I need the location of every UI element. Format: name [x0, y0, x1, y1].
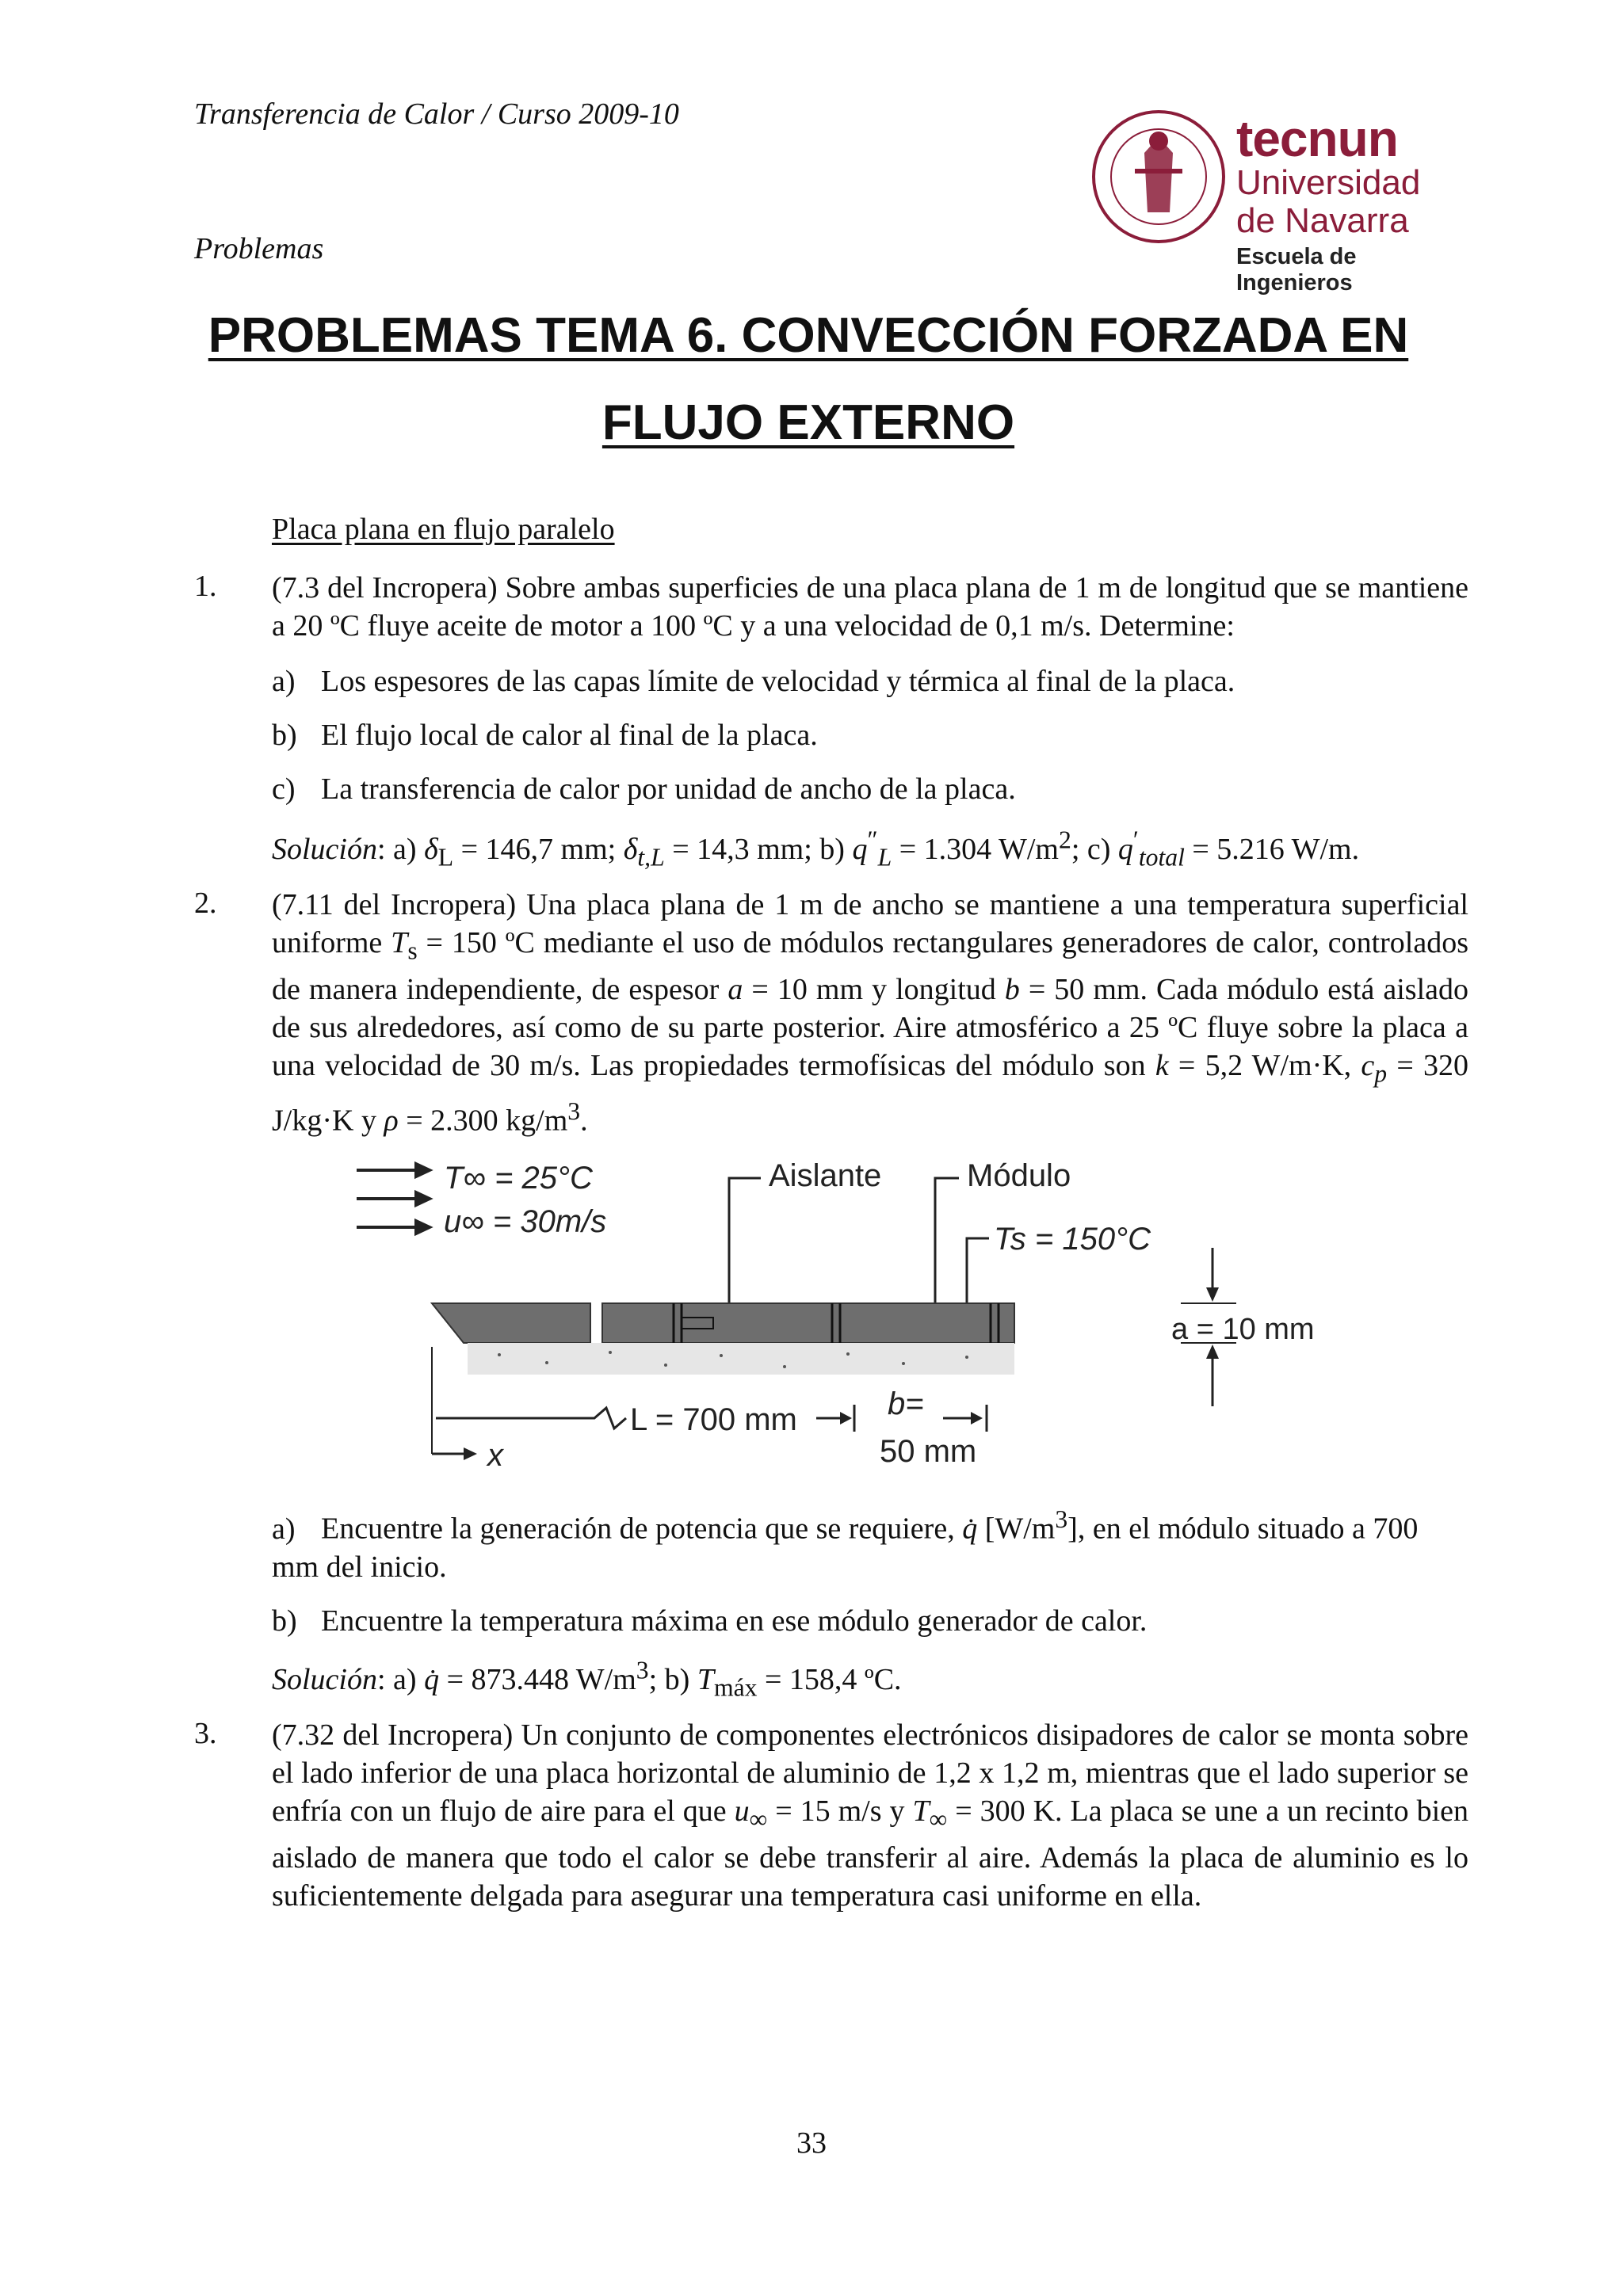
x-axis-label: x	[487, 1438, 503, 1473]
solution-text: = 873.448 W/m	[439, 1662, 636, 1696]
symbol-qdot: q̇	[962, 1512, 978, 1546]
solution-text: : a)	[376, 1662, 425, 1696]
item-label: a)	[272, 665, 296, 698]
item-text: La transferencia de calor por unidad de ancho de la placa.	[321, 772, 1016, 806]
prime-mark: ′	[1132, 826, 1139, 853]
list-item	[272, 662, 1468, 700]
symbol-q: q	[852, 832, 868, 866]
l-dimension-label: L = 700 mm	[630, 1402, 797, 1437]
list-item	[272, 1501, 1468, 1586]
problem-statement: (7.32 del Incropera) Un conjunto de componentes electrónicos disipadores de calor se monta sobre el lado inferior de una placa horizontal de aluminio de 1,2 x 1,2 m, mientras que el lado superior se enfría con un flujo de aire para el que $u_\infty = 15$ m/s y $T_\infty = 300$ K. La placa se une a un recinto bien aislado de manera que todo el calor se debe transferir al aire. Además la placa de aluminio es lo suficientemente delgada para asegurar una temperatura casi uniforme en ella.	[272, 1718, 1468, 1913]
page-number: 33	[796, 2126, 827, 2160]
list-item	[272, 1602, 1468, 1640]
item-text: Los espesores de las capas límite de velocidad y térmica al final de la placa.	[321, 665, 1235, 698]
prime-mark: ″	[867, 826, 878, 853]
logo-line2: de Navarra	[1236, 201, 1409, 240]
plate-diagram	[341, 1153, 1316, 1486]
solution-text: = 158,4 ºC.	[757, 1662, 902, 1696]
solution-text: ; b)	[648, 1662, 697, 1696]
subscript: máx	[713, 1673, 758, 1702]
item-text: Encuentre la generación de potencia que se requiere,	[321, 1512, 963, 1546]
symbol-delta: δ	[623, 832, 638, 866]
solution-line	[272, 1656, 1476, 1702]
b-value-label: 50 mm	[880, 1434, 977, 1469]
subscript: total	[1138, 843, 1185, 871]
item-text: [W/m	[977, 1512, 1056, 1546]
solution-text: = 1.304 W/m	[892, 832, 1059, 866]
aislante-label: Aislante	[769, 1158, 882, 1193]
a-dimension-label: a = 10 mm	[1171, 1313, 1315, 1346]
b-dimension-label: b=	[888, 1386, 924, 1421]
subscript: L	[877, 843, 892, 871]
solution-text: = 14,3 mm; b)	[664, 832, 853, 866]
item-label: b)	[272, 719, 297, 752]
problem-number: 2.	[194, 887, 217, 920]
solution-text: ; c)	[1071, 832, 1118, 866]
solution-line	[272, 826, 1476, 871]
problem-statement: (7.3 del Incropera) Sobre ambas superficies de una placa plana de 1 m de longitud que se mantiene a 20 ºC fluye aceite de motor a 100 ºC y a una velocidad de 0,1 m/s. Determine:	[272, 571, 1468, 643]
logo-line1: Universidad	[1236, 163, 1421, 202]
list-item	[272, 716, 1468, 754]
item-label: b)	[272, 1604, 297, 1638]
symbol-qdot: q̇	[424, 1662, 440, 1696]
subscript: L	[437, 843, 454, 871]
flow-arrows-icon	[357, 1164, 430, 1234]
superscript: 2	[1058, 826, 1071, 853]
problem-number: 1.	[194, 570, 217, 603]
section-label: Problemas	[194, 232, 324, 265]
logo-line3: Escuela de Ingenieros	[1236, 244, 1357, 296]
running-header: Transferencia de Calor / Curso 2009-10	[194, 97, 679, 131]
superscript: 3	[636, 1656, 649, 1684]
university-logo	[1087, 93, 1468, 296]
problem-number: 3.	[194, 1717, 217, 1750]
item-text: El flujo local de calor al final de la placa.	[321, 719, 818, 752]
symbol-q: q	[1117, 832, 1133, 866]
solution-label: Solución	[272, 1662, 377, 1696]
logo-brand: tecnun	[1236, 110, 1398, 167]
solution-text: = 5.216 W/m.	[1184, 832, 1360, 866]
solution-label: Solución	[272, 832, 377, 866]
item-label: a)	[272, 1512, 296, 1546]
u-inf-label: u∞ = 30m/s	[444, 1204, 607, 1239]
item-label: c)	[272, 772, 296, 806]
symbol-t: T	[697, 1662, 714, 1696]
page-title-line2: FLUJO EXTERNO	[601, 395, 1015, 450]
solution-text: = 146,7 mm;	[453, 832, 624, 866]
page-title-line1: PROBLEMAS TEMA 6. CONVECCIÓN FORZADA EN	[208, 308, 1409, 363]
item-text: Encuentre la temperatura máxima en ese módulo generador de calor.	[321, 1604, 1148, 1638]
modulo-label: Módulo	[967, 1158, 1071, 1193]
problem-statement: (7.11 del Incropera) Una placa plana de 1 m de ancho se mantiene a una temperatura superficial uniforme $T_s = 150$ ºC mediante el uso de módulos rectangulares generadores de calor, controlados de manera independiente, de espesor a = 10 mm y longitud b = 50 mm. Cada módulo está aislado de sus alrededores, así como de su parte posterior. Aire atmosférico a 25 ºC fluye sobre la placa a una velocidad de 30 m/s. Las propiedades termofísicas del módulo son k = 5,2 W/m·K, $c_p = 320$ J/kg·K y ρ = 2.300 $kg/m^3$.	[272, 888, 1469, 1138]
subscript: t,L	[637, 843, 665, 871]
section-subtitle: Placa plana en flujo paralelo	[272, 513, 615, 546]
ts-label: Ts = 150°C	[994, 1222, 1151, 1257]
symbol-delta: δ	[424, 832, 438, 866]
list-item	[272, 770, 1468, 808]
university-seal-icon	[1087, 93, 1230, 268]
solution-text: : a)	[376, 832, 425, 866]
item-text: ], en el módulo situado a 700 mm del inicio.	[272, 1512, 1419, 1584]
superscript: 3	[1055, 1505, 1068, 1533]
t-inf-label: T∞ = 25°C	[444, 1161, 593, 1196]
